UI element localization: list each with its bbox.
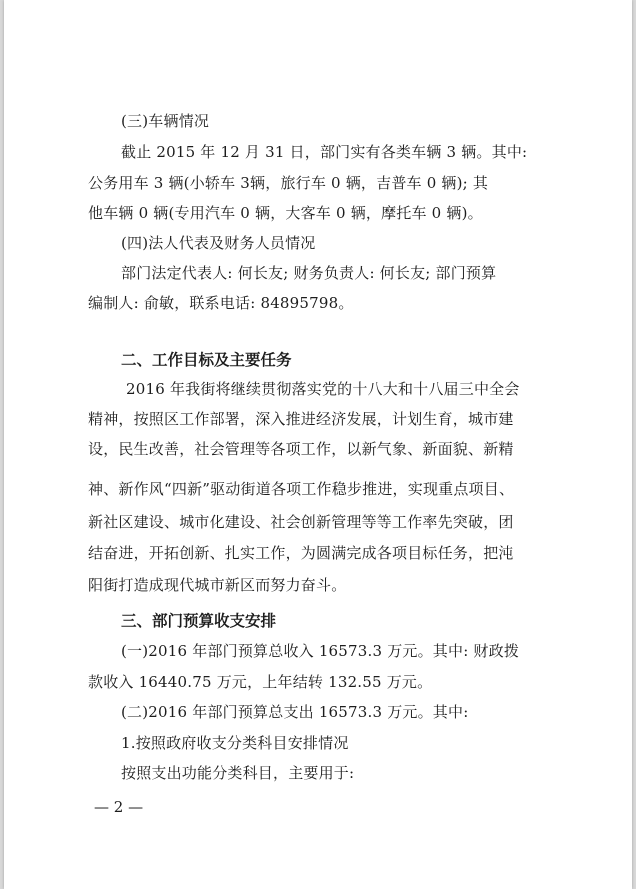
paragraph-line: 阳街打造成现代城市新区而努力奋斗。: [88, 576, 347, 594]
paragraph-line: 结奋进，开拓创新、扎实工作，为圆满完成各项目标任务，把沌: [88, 544, 514, 562]
section-heading-work-goals: 二、工作目标及主要任务: [121, 351, 292, 369]
page-number: — 2 —: [94, 798, 144, 816]
paragraph-line: 精神，按照区工作部署，深入推进经济发展，计划生育，城市建: [88, 410, 514, 428]
document-page: [4, 0, 632, 889]
paragraph-line: 编制人: 俞敏，联系电话: 84895798。: [88, 294, 354, 312]
paragraph-line: 他车辆 0 辆(专用汽车 0 辆，大客车 0 辆，摩托车 0 辆)。: [88, 204, 483, 222]
paragraph-line: (二)2016 年部门预算总支出 16573.3 万元。其中:: [121, 703, 469, 721]
paragraph-line: 按照支出功能分类科目，主要用于:: [121, 764, 355, 782]
paragraph-line: 1.按照政府收支分类科目安排情况: [121, 734, 349, 752]
paragraph-line: 款收入 16440.75 万元，上年结转 132.55 万元。: [88, 673, 433, 691]
paragraph-line: 神、新作风“四新”驱动街道各项工作稳步推进，实现重点项目、: [88, 480, 515, 498]
section-heading-vehicles: (三)车辆情况: [121, 112, 210, 130]
section-heading-budget: 三、部门预算收支安排: [121, 612, 277, 630]
paragraph-line: 2016 年我街将继续贯彻落实党的十八大和十八届三中全会: [126, 380, 520, 398]
paragraph-line: 设，民生改善，社会管理等各项工作，以新气象、新面貌、新精: [88, 440, 514, 458]
paragraph-line: 截止 2015 年 12 月 31 日，部门实有各类车辆 3 辆。其中:: [121, 143, 528, 161]
paragraph-line: (一)2016 年部门预算总收入 16573.3 万元。其中: 财政拨: [121, 642, 520, 660]
paragraph-line: 公务用车 3 辆(小轿车 3辆，旅行车 0 辆，吉普车 0 辆); 其: [88, 174, 489, 192]
paragraph-line: 部门法定代表人: 何长友; 财务负责人: 何长友; 部门预算: [121, 264, 497, 282]
section-heading-legal-representative: (四)法人代表及财务人员情况: [121, 234, 316, 252]
paragraph-line: 新社区建设、城市化建设、社会创新管理等等工作率先突破，团: [88, 513, 514, 531]
